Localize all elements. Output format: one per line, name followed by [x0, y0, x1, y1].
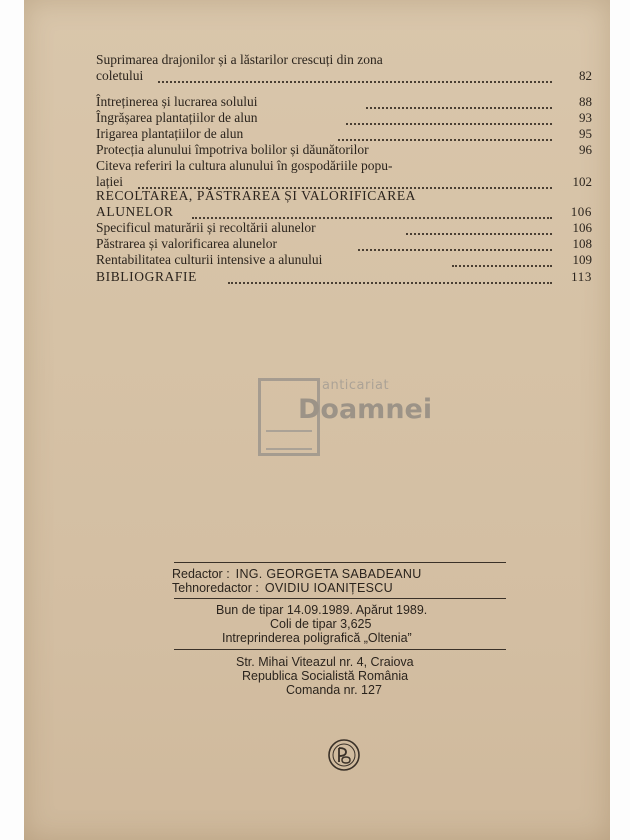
tech-editor-label: Tehnoredactor : [172, 581, 259, 595]
toc-leader-dots [228, 272, 552, 284]
toc-page-number: 106 [572, 220, 592, 235]
toc-page-number: 106 [570, 204, 592, 219]
toc-page-number: 113 [571, 269, 592, 284]
toc-entry [96, 159, 592, 189]
print-sheets-line: Coli de tipar 3,625 [270, 617, 372, 631]
books-icon [266, 430, 312, 450]
toc-entry [96, 127, 592, 142]
toc-entry-title: Întreținerea și lucrarea solului [96, 94, 258, 109]
tech-editor-name: OVIDIU IOANIȚESCU [264, 581, 393, 595]
toc-entry [96, 143, 592, 158]
toc-entry [96, 111, 592, 126]
book-page [24, 0, 610, 840]
watermark-small-text: anticariat [322, 378, 390, 393]
toc-entry [96, 237, 592, 252]
toc-leader-dots [358, 239, 552, 251]
print-date-line: Bun de tipar 14.09.1989. Apărut 1989. [216, 603, 428, 617]
toc-entry-title: Irigarea plantațiilor de alun [96, 126, 244, 141]
toc-leader-dots [158, 71, 552, 83]
toc-page-number: 102 [572, 174, 592, 189]
toc-entry-continuation: ALUNELOR [96, 204, 174, 219]
divider [174, 649, 506, 650]
toc-entry [96, 95, 592, 110]
toc-entry-title: Suprimarea drajonilor și a lăstarilor crescuți din zona [96, 52, 383, 67]
editor-label: Redactor : [172, 567, 230, 581]
editor-name: ING. GEORGETA SABADEANU [235, 567, 422, 581]
toc-leader-dots [406, 223, 552, 235]
tech-editor-line [172, 582, 393, 595]
toc-leader-dots [338, 129, 552, 141]
toc-entry-title: Protecția alunului împotriva bolilor și dăunătorilor [96, 142, 369, 157]
toc-leader-dots [366, 97, 552, 109]
editor-line [172, 568, 422, 581]
toc-leader-dots [452, 255, 552, 267]
watermark-big-text: Doamnei [298, 394, 433, 425]
toc-leader-dots [192, 207, 552, 219]
toc-entry-continuation: coletului [96, 68, 144, 83]
toc-entry [96, 253, 592, 268]
watermark-logo [258, 378, 433, 464]
toc-entry-title: Citeva referiri la cultura alunului în gospodăriile popu- [96, 158, 393, 173]
divider [174, 562, 506, 563]
toc-entry-title: BIBLIOGRAFIE [96, 269, 197, 284]
toc-entry-continuation: lației [96, 174, 123, 189]
country-line: Republica Socialistă România [242, 669, 409, 683]
toc-entry [96, 221, 592, 236]
toc-chapter-heading [96, 189, 592, 219]
toc-entry-title: Păstrarea și valorificarea alunelor [96, 236, 278, 251]
order-line: Comanda nr. 127 [286, 683, 382, 697]
toc-entry-title: Specificul maturării și recoltării alunelor [96, 220, 316, 235]
toc-page-number: 109 [572, 252, 592, 267]
toc-entry-title: RECOLTAREA, PĂSTRAREA ȘI VALORIFICAREA [96, 188, 417, 203]
toc-page-number: 82 [579, 68, 592, 83]
toc-page-number: 96 [579, 142, 592, 157]
printer-line: Intreprinderea poligrafică „Oltenia” [222, 631, 412, 645]
toc-chapter-heading [96, 270, 592, 285]
toc-leader-dots [346, 113, 552, 125]
printer-emblem-icon [326, 737, 362, 773]
toc-page-number: 93 [579, 110, 592, 125]
toc-entry-title: Rentabilitatea culturii intensive a alunului [96, 252, 323, 267]
toc-page-number: 88 [579, 94, 592, 109]
toc-entry [96, 53, 592, 83]
address-line: Str. Mihai Viteazul nr. 4, Craiova [236, 655, 414, 669]
toc-entry-title: Îngrășarea plantațiilor de alun [96, 110, 258, 125]
divider [174, 598, 506, 599]
toc-page-number: 108 [572, 236, 592, 251]
toc-page-number: 95 [579, 126, 592, 141]
